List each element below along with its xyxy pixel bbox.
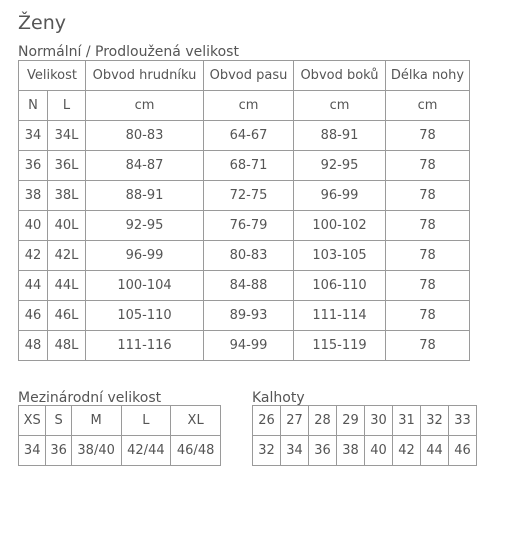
table-row <box>19 241 470 271</box>
subheader-unit: cm <box>294 91 386 121</box>
table-cell: 34 <box>281 436 309 466</box>
pants-heading: Kalhoty <box>252 390 305 406</box>
table-cell: 96-99 <box>294 181 386 211</box>
table-cell: 46/48 <box>171 436 221 466</box>
table-cell: 78 <box>386 121 470 151</box>
table-cell: 42L <box>48 241 86 271</box>
table-cell: 34 <box>19 436 46 466</box>
table-row <box>19 301 470 331</box>
table-cell: 78 <box>386 151 470 181</box>
table-row <box>19 271 470 301</box>
table-cell: 36 <box>309 436 337 466</box>
size-table <box>18 60 470 361</box>
table-cell: 40 <box>365 436 393 466</box>
table-row <box>253 436 477 466</box>
table-cell: 103-105 <box>294 241 386 271</box>
table-cell: 29 <box>337 406 365 436</box>
table-cell: 42/44 <box>121 436 171 466</box>
table-cell: 106-110 <box>294 271 386 301</box>
table-cell: 46 <box>19 301 48 331</box>
table-cell: 115-119 <box>294 331 386 361</box>
table-cell: 44 <box>421 436 449 466</box>
subheader-l: L <box>48 91 86 121</box>
table-cell: 27 <box>281 406 309 436</box>
table-cell: 40L <box>48 211 86 241</box>
table-cell: 28 <box>309 406 337 436</box>
table-cell: 92-95 <box>86 211 204 241</box>
table-cell: 34L <box>48 121 86 151</box>
table-cell: 96-99 <box>86 241 204 271</box>
table-subheader-row <box>19 91 470 121</box>
table-cell: 36L <box>48 151 86 181</box>
table-cell: 80-83 <box>204 241 294 271</box>
table-cell: 48L <box>48 331 86 361</box>
table-header-row <box>19 61 470 91</box>
table-cell: 78 <box>386 301 470 331</box>
table-cell: 88-91 <box>86 181 204 211</box>
table-row <box>19 181 470 211</box>
international-heading: Mezinárodní velikost <box>18 390 162 406</box>
subheader-n: N <box>19 91 48 121</box>
table-cell: 78 <box>386 181 470 211</box>
table-cell: 38 <box>337 436 365 466</box>
table-cell: 68-71 <box>204 151 294 181</box>
pants-size-table <box>252 405 477 466</box>
table-cell: 32 <box>421 406 449 436</box>
table-cell: 48 <box>19 331 48 361</box>
table-row <box>19 436 221 466</box>
table-cell: 38 <box>19 181 48 211</box>
table-cell: 94-99 <box>204 331 294 361</box>
table-cell: 46 <box>449 436 477 466</box>
table-cell: 30 <box>365 406 393 436</box>
table-row <box>19 406 221 436</box>
table-row <box>19 331 470 361</box>
subheader-unit: cm <box>204 91 294 121</box>
header-velikost: Velikost <box>19 61 86 91</box>
table-cell: M <box>71 406 121 436</box>
table-cell: 72-75 <box>204 181 294 211</box>
main-table-heading: Normální / Prodloužená velikost <box>18 44 239 60</box>
page-title: Ženy <box>18 12 66 34</box>
table-cell: 36 <box>19 151 48 181</box>
table-cell: 100-104 <box>86 271 204 301</box>
table-cell: 32 <box>253 436 281 466</box>
table-cell: 46L <box>48 301 86 331</box>
table-cell: 34 <box>19 121 48 151</box>
table-row <box>19 121 470 151</box>
table-cell: 111-116 <box>86 331 204 361</box>
table-cell: S <box>46 406 71 436</box>
international-size-table <box>18 405 221 466</box>
table-cell: 84-88 <box>204 271 294 301</box>
table-cell: 38L <box>48 181 86 211</box>
subheader-unit: cm <box>86 91 204 121</box>
table-cell: 31 <box>393 406 421 436</box>
table-cell: XL <box>171 406 221 436</box>
table-cell: 92-95 <box>294 151 386 181</box>
table-cell: XS <box>19 406 46 436</box>
table-cell: 33 <box>449 406 477 436</box>
header-obvod-pasu: Obvod pasu <box>204 61 294 91</box>
table-cell: 44 <box>19 271 48 301</box>
table-cell: 105-110 <box>86 301 204 331</box>
table-cell: 100-102 <box>294 211 386 241</box>
table-cell: 88-91 <box>294 121 386 151</box>
table-row <box>19 151 470 181</box>
table-cell: 26 <box>253 406 281 436</box>
table-cell: 36 <box>46 436 71 466</box>
table-row <box>19 211 470 241</box>
table-cell: 76-79 <box>204 211 294 241</box>
table-cell: 89-93 <box>204 301 294 331</box>
table-cell: 78 <box>386 331 470 361</box>
table-cell: 44L <box>48 271 86 301</box>
table-cell: 64-67 <box>204 121 294 151</box>
header-obvod-boku: Obvod boků <box>294 61 386 91</box>
table-row <box>253 406 477 436</box>
header-obvod-hrudniku: Obvod hrudníku <box>86 61 204 91</box>
subheader-unit: cm <box>386 91 470 121</box>
header-delka-nohy: Délka nohy <box>386 61 470 91</box>
table-cell: 38/40 <box>71 436 121 466</box>
table-cell: 78 <box>386 271 470 301</box>
table-cell: 111-114 <box>294 301 386 331</box>
table-cell: 80-83 <box>86 121 204 151</box>
table-cell: 42 <box>19 241 48 271</box>
table-cell: 78 <box>386 241 470 271</box>
table-cell: L <box>121 406 171 436</box>
table-cell: 84-87 <box>86 151 204 181</box>
table-cell: 42 <box>393 436 421 466</box>
table-cell: 78 <box>386 211 470 241</box>
table-cell: 40 <box>19 211 48 241</box>
